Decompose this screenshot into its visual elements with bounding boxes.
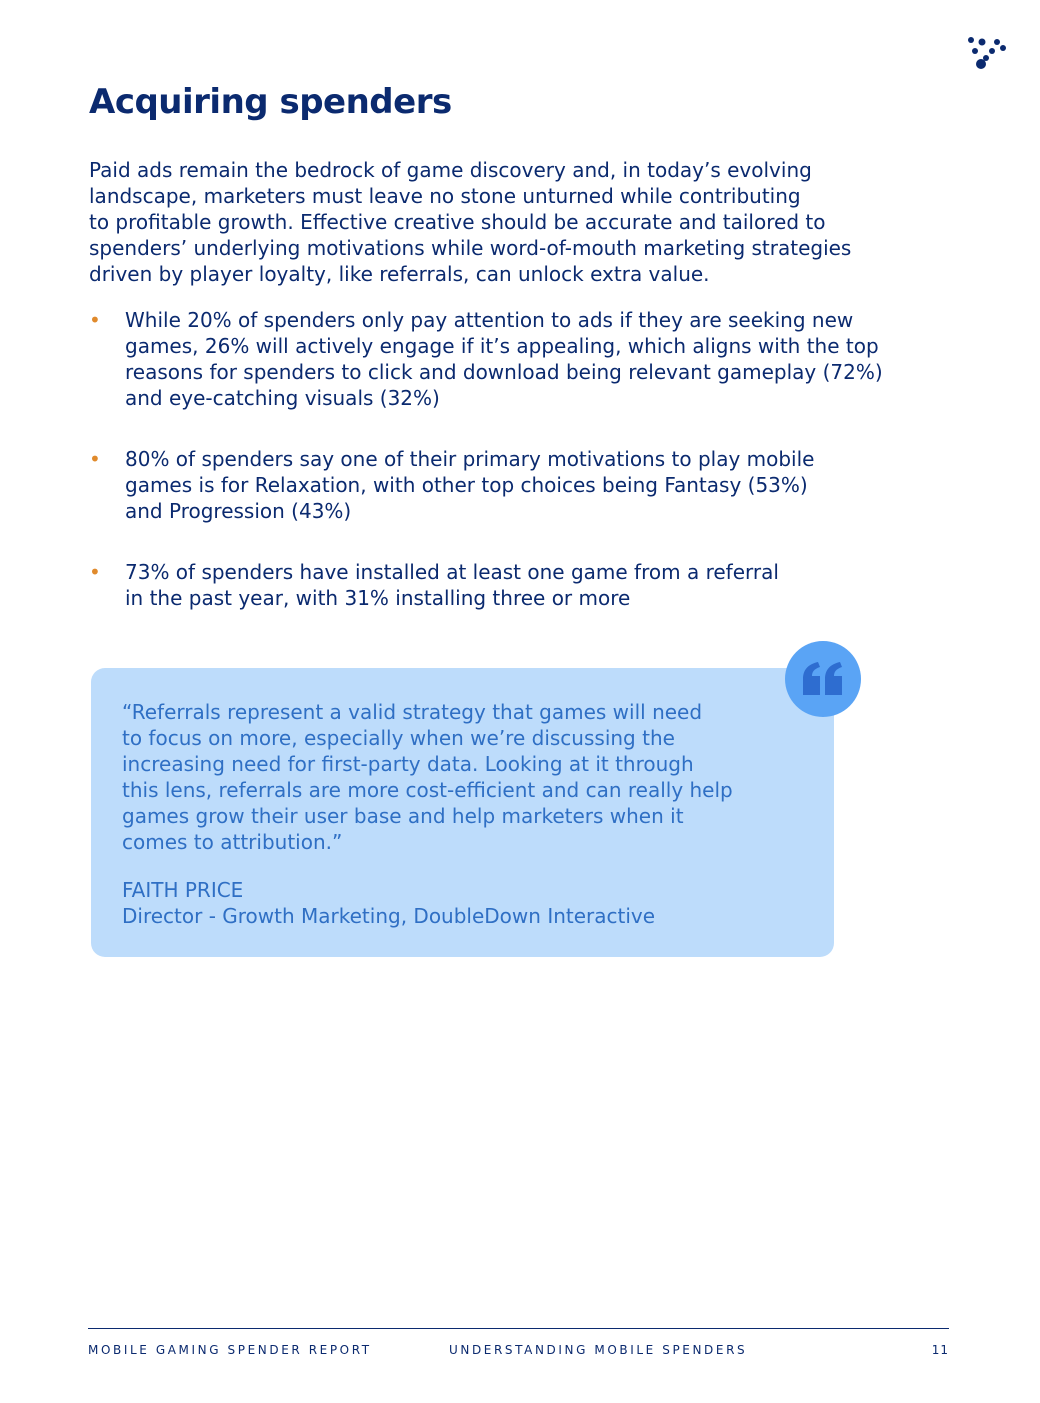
quote-line: comes to attribution.”	[122, 830, 343, 854]
quote-text	[122, 699, 822, 855]
intro-line: Paid ads remain the bedrock of game discovery and, in today’s evolving	[89, 158, 812, 182]
bullet-line: 80% of spenders say one of their primary motivations to play mobile	[125, 447, 815, 471]
bullet-line: and Progression (43%)	[125, 499, 352, 523]
page-title: Acquiring spenders	[89, 82, 452, 122]
bullet-icon: •	[89, 560, 101, 584]
dot-cluster-logo-icon	[962, 34, 1008, 74]
intro-line: spenders’ underlying motivations while word-of-mouth marketing strategies	[89, 236, 852, 260]
intro-line: to profitable growth. Effective creative should be accurate and tailored to	[89, 210, 826, 234]
quote-line: “Referrals represent a valid strategy that games will need	[122, 700, 703, 724]
quote-line: increasing need for first-party data. Looking at it through	[122, 752, 694, 776]
bullet-line: games, 26% will actively engage if it’s appealing, which aligns with the top	[125, 334, 879, 358]
bullet-line: games is for Relaxation, with other top choices being Fantasy (53%)	[125, 473, 808, 497]
footer-report-title: MOBILE GAMING SPENDER REPORT	[88, 1343, 372, 1357]
list-item	[89, 307, 969, 411]
bullet-line: While 20% of spenders only pay attention to ads if they are seeking new	[125, 308, 854, 332]
bullet-icon: •	[89, 447, 101, 471]
quote-line: this lens, referrals are more cost-efficient and can really help	[122, 778, 733, 802]
footer-divider	[88, 1328, 949, 1329]
list-item	[89, 446, 969, 524]
quote-line: to focus on more, especially when we’re discussing the	[122, 726, 675, 750]
bullet-list	[89, 307, 969, 646]
quote-author-name: FAITH PRICE	[122, 878, 244, 902]
bullet-line: in the past year, with 31% installing three or more	[125, 586, 631, 610]
quote-author-role: Director - Growth Marketing, DoubleDown Interactive	[122, 904, 656, 928]
quote-line: games grow their user base and help marketers when it	[122, 804, 684, 828]
intro-paragraph	[89, 157, 949, 287]
list-item	[89, 559, 969, 611]
bullet-line: reasons for spenders to click and download being relevant gameplay (72%)	[125, 360, 883, 384]
intro-line: landscape, marketers must leave no stone unturned while contributing	[89, 184, 801, 208]
bullet-line: 73% of spenders have installed at least one game from a referral	[125, 560, 779, 584]
page-number: 11	[931, 1343, 949, 1357]
bullet-icon: •	[89, 308, 101, 332]
footer-section-title: UNDERSTANDING MOBILE SPENDERS	[449, 1343, 748, 1357]
intro-line: driven by player loyalty, like referrals, can unlock extra value.	[89, 262, 710, 286]
bullet-line: and eye-catching visuals (32%)	[125, 386, 440, 410]
